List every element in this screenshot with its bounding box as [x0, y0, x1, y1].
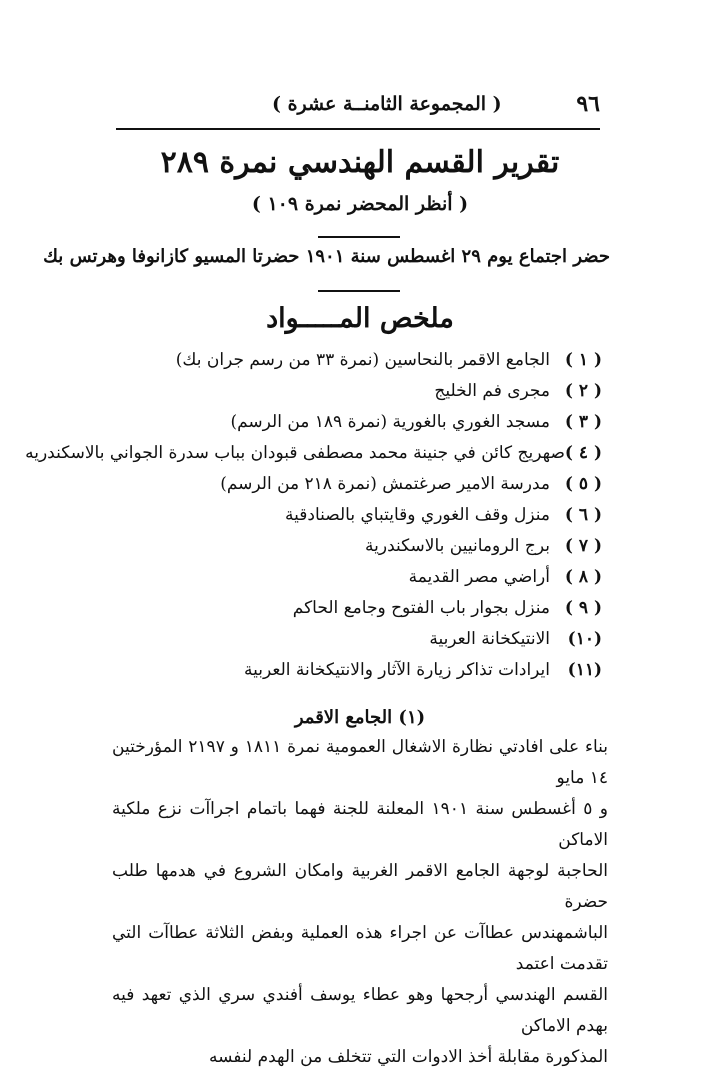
list-item	[102, 592, 602, 623]
header-rule	[116, 128, 600, 130]
body-line: المذكورة مقابلة أخذ الادوات التي تتخلف من الهدم لنفسه	[208, 1047, 608, 1067]
section-title: ( المجموعة الثامنــة عشرة )	[272, 93, 502, 115]
item-number: ( ٦ )	[564, 504, 602, 525]
body-line: الباشمهندس عطاآت عن اجراء هذه العملية وبفض الثلاثة عطاآت التي تقدمت اعتمد	[112, 923, 608, 974]
list-item	[102, 375, 602, 406]
item-text: منزل وقف الغوري وقايتباي بالصنادقية	[285, 504, 550, 525]
body-paragraph	[112, 732, 608, 1073]
list-item	[102, 654, 602, 685]
body-line: القسم الهندسي أرجحها وهو عطاء يوسف أفندي سري الذي تعهد فيه بهدم الاماكن	[112, 985, 608, 1036]
divider-rule	[318, 290, 400, 292]
list-item	[102, 406, 602, 437]
list-item	[102, 561, 602, 592]
item-text: صهريج كائن في جنينة محمد مصطفى قبودان بباب سدرة الجواني بالاسكندريه	[25, 442, 565, 463]
list-item	[102, 499, 602, 530]
summary-heading: ملخص المـــــواد	[266, 303, 454, 334]
item-text: مجرى فم الخليج	[434, 380, 550, 401]
list-item	[25, 437, 602, 468]
list-item	[102, 468, 602, 499]
running-head	[112, 86, 600, 122]
item-number: ( ٥ )	[564, 473, 602, 494]
item-number: ( ١ )	[564, 349, 602, 370]
list-item	[102, 530, 602, 561]
summary-list	[25, 344, 602, 685]
item-number: ( ٩ )	[564, 597, 602, 618]
divider-rule	[318, 236, 400, 238]
item-number: ( ٧ )	[564, 535, 602, 556]
item-text: مسجد الغوري بالغورية (نمرة ١٨٩ من الرسم)	[230, 411, 550, 432]
item-number: ( ٣ )	[564, 411, 602, 432]
item-number: ( ٨ )	[564, 566, 602, 587]
item-text: الجامع الاقمر بالنحاسين (نمرة ٣٣ من رسم جران بك)	[175, 349, 550, 370]
report-title: تقرير القسم الهندسي نمرة ٢٨٩	[160, 145, 560, 180]
item-text: برج الرومانيين بالاسكندرية	[365, 535, 550, 556]
item-heading: (١) الجامع الاقمر	[294, 707, 426, 728]
item-text: الانتيكخانة العربية	[429, 628, 550, 649]
item-text: أراضي مصر القديمة	[408, 566, 550, 587]
attendees-line: حضر اجتماع يوم ٢٩ اغسطس سنة ١٩٠١ حضرتا المسيو كازانوفا وهرتس بك	[43, 246, 610, 267]
body-line: بناء على افادتي نظارة الاشغال العمومية نمرة ١٨١١ و ٢١٩٧ المؤرختين ١٤ مايو	[112, 737, 608, 788]
item-text: منزل بجوار باب الفتوح وجامع الحاكم	[292, 597, 550, 618]
body-line: الحاجبة لوجهة الجامع الاقمر الغربية وامكان الشروع في هدمها طلب حضرة	[112, 861, 608, 912]
list-item	[102, 623, 602, 654]
item-number: (١١)	[567, 659, 602, 680]
item-number: ( ٤ )	[564, 442, 602, 463]
item-number: (١٠)	[567, 628, 602, 649]
item-text: ايرادات تذاكر زيارة الآثار والانتيكخانة العربية	[244, 659, 550, 680]
item-text: مدرسة الامير صرغتمش (نمرة ٢١٨ من الرسم)	[220, 473, 550, 494]
page-number: ٩٦	[576, 91, 600, 117]
report-reference: ( أنظر المحضر نمرة ١٠٩ )	[251, 193, 469, 215]
body-line: و ٥ أغسطس سنة ١٩٠١ المعلنة للجنة فهما باتمام اجراآت نزع ملكية الاماكن	[112, 799, 608, 850]
item-number: ( ٢ )	[564, 380, 602, 401]
list-item	[102, 344, 602, 375]
